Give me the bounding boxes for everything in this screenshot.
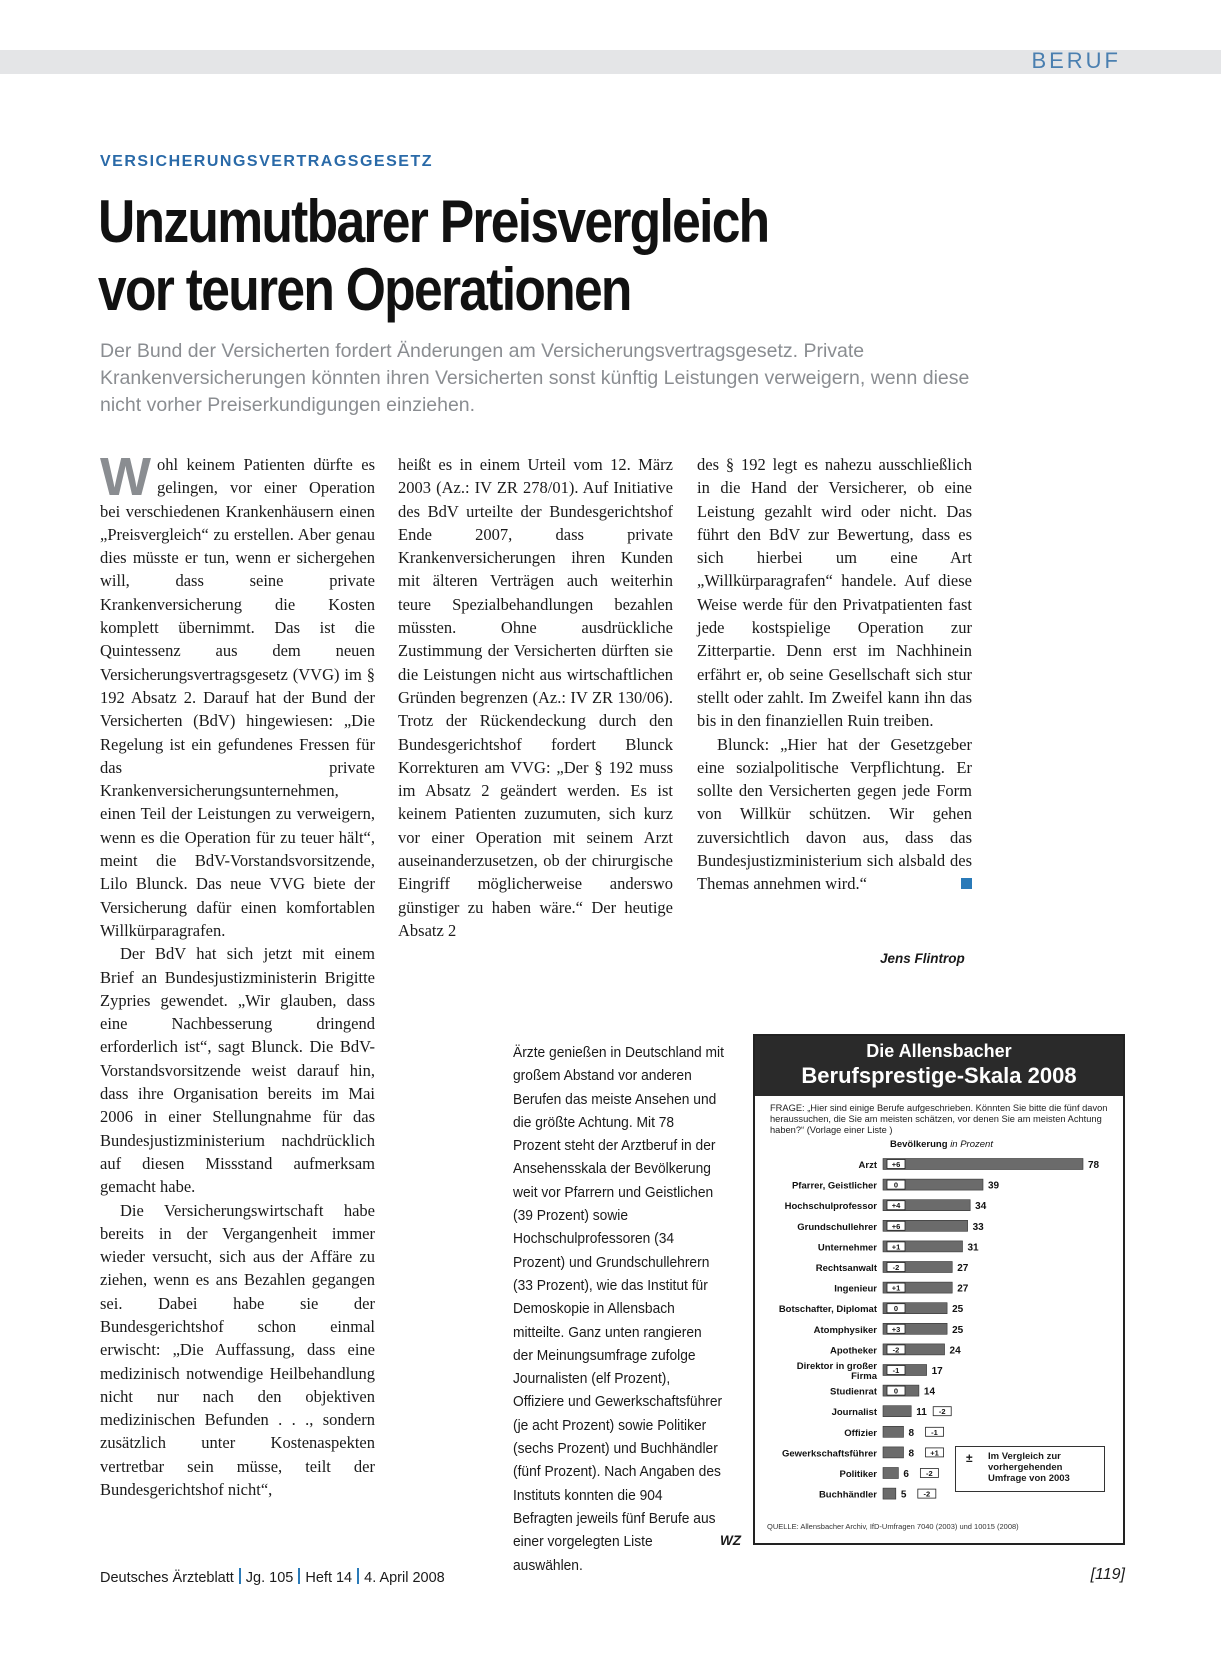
- footer-journal: Deutsches Ärzteblatt: [100, 1570, 234, 1586]
- bar-value-label: 11: [916, 1407, 927, 1419]
- bar-change-label: +4: [891, 1201, 901, 1211]
- bar-value-label: 14: [923, 1386, 936, 1398]
- bar: [883, 1159, 1083, 1170]
- footer-issue: Heft 14: [305, 1570, 353, 1586]
- chart-subhead-bold: Bevölkerung: [890, 1139, 948, 1150]
- chart-legend: [955, 1446, 1105, 1492]
- article-headline: Unzumutbarer Preisvergleich vor teuren Operationen: [98, 188, 769, 323]
- bar-value-label: 27: [957, 1263, 969, 1274]
- page-footer: [100, 1568, 445, 1586]
- prestige-chart: [753, 1034, 1125, 1545]
- bar-category-label: Hochschulprofessor: [784, 1201, 877, 1213]
- bar-category-label: Buchhändler: [818, 1489, 877, 1501]
- bar-change-label: -2: [892, 1345, 900, 1355]
- article-column-3: [697, 453, 972, 896]
- paragraph: Die Versicherungswirtschaft habe bereits in der Vergangenheit immer wieder versucht, sich aus der Affäre zu ziehen, wenn es ans Bezahlen gegangen sei. Dabei habe sie der Bundesgerichtshof schon einmal erwischt: „Die Auffassung, dass eine medizinisch notwendige Heilbehandlung nicht nur nach den objektiven medizinischen Befunden . . ., sondern zusätzlich unter Kostenaspekten vertretbar sein müsse, teilt der Bundesgerichtshof nicht“,: [100, 1200, 375, 1500]
- bar-change-label: +1: [891, 1242, 901, 1252]
- article-column-2: [398, 453, 673, 942]
- bar-change-label: -1: [931, 1427, 938, 1437]
- bar-category-label: Studienrat: [830, 1386, 877, 1398]
- bar-change-label: -2: [938, 1407, 946, 1417]
- end-mark-icon: [961, 878, 972, 889]
- chart-question: FRAGE: „Hier sind einige Berufe aufgeschrieben. Könnten Sie bitte die fünf davon heraussuchen, die Sie am meisten schätzen, vor denen Sie am meisten Achtung haben?“ (Vorlage einer Liste ): [770, 1103, 1108, 1135]
- bar-category-label: Politiker: [839, 1469, 877, 1480]
- bar-value-label: 78: [1088, 1160, 1100, 1171]
- bar-change-label: +3: [891, 1324, 901, 1334]
- bar-change-label: -2: [892, 1263, 900, 1272]
- chart-title-line-1: Die Allensbacher: [866, 1041, 1012, 1061]
- bar-category-label: Direktor in großer: [796, 1361, 877, 1372]
- bar-change-label: 0: [893, 1304, 899, 1314]
- chart-source: QUELLE: Allensbacher Archiv, IfD-Umfragen 7040 (2003) und 10015 (2008): [767, 1522, 1019, 1531]
- bar-change-label: 0: [893, 1180, 899, 1190]
- bar-change-label: +6: [891, 1221, 901, 1231]
- footer-separator: [357, 1568, 359, 1584]
- bar-value-label: 33: [972, 1221, 984, 1233]
- bar-category-label: Firma: [851, 1371, 877, 1382]
- bar-value-label: 31: [967, 1242, 979, 1254]
- article-lead: Der Bund der Versicherten fordert Änderungen am Versicherungsvertragsgesetz. Private Krankenversicherungen könnten ihren Versicherten sonst künftig Leistungen verweigern, wenn diese nicht vorher Preiserkundigungen einziehen.: [100, 340, 970, 416]
- bar-change-label: +1: [930, 1448, 939, 1458]
- bar-category-label: Unternehmer: [817, 1242, 877, 1254]
- bar-category-label: Pfarrer, Geistlicher: [791, 1180, 877, 1192]
- paragraph: [100, 447, 375, 942]
- bar-value-label: 24: [949, 1345, 961, 1357]
- chart-title-line-2: Berufsprestige-Skala 2008: [801, 1063, 1077, 1088]
- bar-value-label: 5: [900, 1489, 907, 1501]
- paragraph-text: ohl keinem Patienten dürfte es gelingen, vor einer Operation bei verschiedenen Krankenhäusern einen „Preisvergleich“ zu erstellen. Aber genau dies müsste er tun, wenn er sichergehen will, dass seine private Krankenversicherung die Kosten komplett übernimmt. Das ist die Quintessenz aus dem neuen Versicherungsvertragsgesetz (VVG) im § 192 Absatz 2. Darauf hat der Bund der Versicherten (BdV) hingewiesen: „Die Regelung ist ein gefundenes Fressen für das private Krankenversicherungsunternehmen, einen Teil der Leistungen zu verweigern, wenn es die Operation für zu teuer hält“, meint die BdV-Vorstandsvorsitzende, Lilo Blunck. Das neue VVG biete der Versicherung dafür einen komfortablen Willkürparagrafen.: [100, 455, 375, 940]
- paragraph: [697, 733, 972, 896]
- bar: [883, 1468, 898, 1479]
- chart-subhead: [890, 1139, 993, 1150]
- bar-change-label: +1: [891, 1283, 901, 1293]
- caption-credit: WZ: [720, 1533, 741, 1548]
- bar-category-label: Gewerkschaftsführer: [781, 1448, 877, 1460]
- legend-symbol: ±: [966, 1451, 973, 1465]
- section-label: BERUF: [1031, 48, 1121, 73]
- paragraph: des § 192 legt es nahezu ausschließlich in die Hand der Versicherer, ob eine Leistung gezahlt wird oder nicht. Das führt den BdV zur Bewertung, dass es sich hierbei um eine Art „Willkürparagrafen“ handele. Auf diese Weise werde für den Privatpatienten fast jede kostspielige Operation zur Zitterpartie. Denn erst im Nachhinein erfährt er, ob seine Gesellschaft sich stur stellt oder zahlt. Im Zweifel kann ihn das bis in den finanziellen Ruin treiben.: [697, 455, 972, 731]
- paragraph: Der BdV hat sich jetzt mit einem Brief an Bundesjustizministerin Brigitte Zypries gewendet. „Wir glauben, dass eine Nachbesserung dringend erforderlich ist“, sagt Blunck. Die BdV-Vorstandsvorsitzende weist darauf hin, dass ihre Organisation bereits im Mai 2006 in einer Stellungnahme für das Bundesjustizministerium nachdrücklich auf diesen Missstand aufmerksam gemacht habe.: [100, 944, 375, 1197]
- bar-change-label: +6: [891, 1160, 901, 1169]
- bar-change-label: -2: [923, 1489, 931, 1499]
- bar-value-label: 8: [908, 1448, 915, 1460]
- drop-cap: W: [100, 447, 151, 507]
- bar-change-label: -1: [892, 1366, 900, 1375]
- bar-value-label: 25: [952, 1304, 964, 1316]
- footer-date: 4. April 2008: [364, 1570, 445, 1586]
- bar-value-label: 34: [975, 1201, 987, 1213]
- bar-category-label: Offizier: [844, 1427, 877, 1439]
- bar: [883, 1488, 896, 1499]
- paragraph: heißt es in einem Urteil vom 12. März 2003 (Az.: IV ZR 278/01). Auf Initiative des BdV urteilte der Bundesgerichtshof Ende 2007, dass private Krankenversicherungen ihren Kunden mit älteren Verträgen auch weiterhin teure Spezialbehandlungen bezahlen müssten. Ohne ausdrückliche Zustimmung der Versicherten dürften sie die Leistungen nicht aus wirtschaftlichen Gründen begrenzen (Az.: IV ZR 130/06). Trotz der Rückendeckung durch den Bundesgerichtshof fordert Blunck Korrekturen am VVG: „Der § 192 muss im Absatz 2 geändert werden. Es ist keinem Patienten zuzumuten, sich kurz vor einer Operation mit seinem Arzt auseinanderzusetzen, ob der chirurgische Eingriff möglicherweise anderswo günstiger zu haben wäre.“ Der heutige Absatz 2: [398, 455, 673, 940]
- page-number: [119]: [1090, 1566, 1125, 1583]
- chart-caption: Ärzte genießen in Deutschland mit großem Abstand vor anderen Berufen das meiste Ansehen und die größte Achtung. Mit 78 Prozent steht der Arztberuf in der Ansehensskala der Bevölkerung weit vor Pfarrern und Geistlichen (39 Prozent) sowie Hochschulprofessoren (34 Prozent) und Grundschullehrern (33 Prozent), wie das Institut für Demoskopie in Allensbach mitteilte. Ganz unten rangieren der Meinungsumfrage zufolge Journalisten (elf Prozent), Offiziere und Gewerkschaftsführer (je acht Prozent) sowie Politiker (sechs Prozent) und Buchhändler (fünf Prozent). Nach Angaben des Instituts konnten die 904 Befragten jeweils fünf Berufe aus einer vorgelegten Liste auswählen.: [513, 1044, 724, 1574]
- chart-subhead-unit: in Prozent: [950, 1139, 993, 1150]
- footer-separator: [298, 1568, 300, 1584]
- bar-category-label: Journalist: [831, 1407, 877, 1419]
- paragraph-text: Blunck: „Hier hat der Gesetzgeber eine sozialpolitische Verpflichtung. Er sollte den Versicherten gegen jede Form von Willkür schützen. Wir gehen zuversichtlich davon aus, dass das Bundesjustizministerium sich alsbald des Themas annehmen wird.“: [697, 734, 972, 894]
- bar: [883, 1447, 904, 1458]
- article-kicker: VERSICHERUNGSVERTRAGSGESETZ: [100, 153, 433, 170]
- bar-value-label: 8: [908, 1427, 915, 1439]
- bar-category-label: Atomphysiker: [813, 1324, 877, 1336]
- bar-change-label: -2: [926, 1469, 933, 1478]
- article-column-1: [100, 447, 375, 1501]
- bar-category-label: Ingenieur: [834, 1283, 877, 1295]
- bar-value-label: 39: [988, 1180, 1000, 1192]
- chart-header: [755, 1036, 1123, 1096]
- bar-category-label: Arzt: [858, 1160, 877, 1171]
- bar-category-label: Grundschullehrer: [797, 1221, 877, 1233]
- bar-category-label: Apotheker: [830, 1345, 877, 1357]
- bar-category-label: Botschafter, Diplomat: [778, 1304, 877, 1316]
- legend-text: Im Vergleich zur vorhergehenden Umfrage von 2003: [988, 1451, 1070, 1484]
- bar: [883, 1406, 911, 1417]
- bar-value-label: 27: [957, 1283, 969, 1295]
- article-author: Jens Flintrop: [880, 951, 965, 966]
- bar-value-label: 17: [931, 1366, 943, 1377]
- bar-category-label: Rechtsanwalt: [815, 1263, 877, 1274]
- bar-change-label: 0: [893, 1386, 899, 1396]
- bar: [883, 1426, 904, 1437]
- footer-separator: [239, 1568, 241, 1584]
- bar-value-label: 6: [903, 1469, 909, 1480]
- bar-value-label: 25: [952, 1324, 964, 1336]
- footer-volume: Jg. 105: [245, 1570, 294, 1586]
